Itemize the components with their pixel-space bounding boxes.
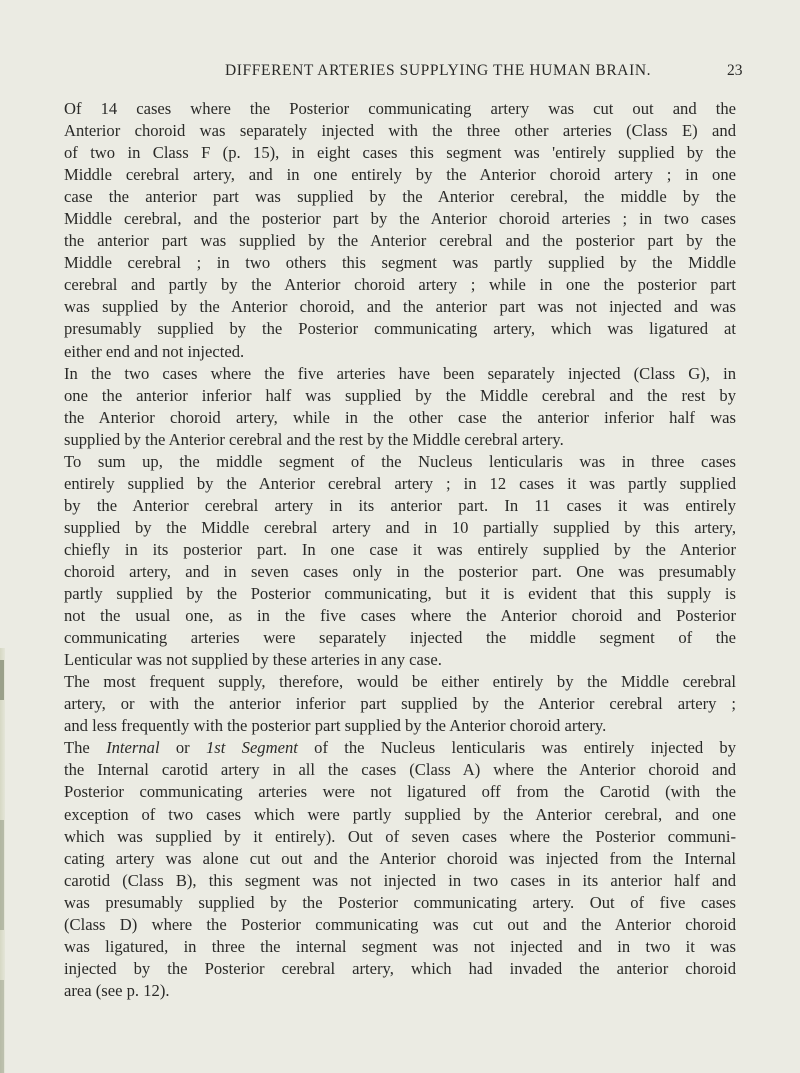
text-line: of two in Class F (p. 15), in eight cases this segment was 'entirely supplied by the (64, 143, 736, 163)
binding-edge-mark (0, 660, 4, 700)
text-line: Lenticular was not supplied by these arteries in any case. (64, 650, 442, 670)
running-head (0, 62, 800, 86)
text-line: cating artery was alone cut out and the Anterior choroid was injected from the Internal (64, 848, 736, 868)
text-line: area (see p. 12). (64, 980, 170, 1000)
text-line: The most frequent supply, therefore, would be either entirely by the Middle cerebral (64, 672, 736, 692)
text-line: (Class D) where the Posterior communicating was cut out and the Anterior choroid (64, 914, 736, 934)
binding-edge-mark (0, 980, 4, 1073)
text-line: presumably supplied by the Posterior communicating artery, which was ligatured at (64, 319, 736, 339)
text-line: cerebral and partly by the Anterior choroid artery ; while in one the posterior part (64, 275, 736, 295)
text-line: chiefly in its posterior part. In one case it was entirely supplied by the Anterior (64, 539, 736, 559)
body-text (64, 98, 736, 1002)
text-line: was supplied by the Anterior choroid, and the anterior part was not injected and was (64, 297, 736, 317)
text-line: the Anterior choroid artery, while in the other case the anterior inferior half was (64, 407, 736, 427)
text-line: case the anterior part was supplied by the Anterior cerebral, the middle by the (64, 187, 736, 207)
text-line: not the usual one, as in the five cases where the Anterior choroid and Posterior (64, 606, 736, 626)
text-line: Middle cerebral, and the posterior part by the Anterior choroid arteries ; in two cases (64, 209, 736, 229)
text-line: entirely supplied by the Anterior cerebral artery ; in 12 cases it was partly supplied (64, 473, 736, 493)
text-line: which was supplied by it entirely). Out of seven cases where the Posterior communi- (64, 826, 736, 846)
text-line: Middle cerebral ; in two others this segment was partly supplied by the Middle (64, 253, 736, 273)
text-line: Of 14 cases where the Posterior communicating artery was cut out and the (64, 99, 736, 118)
text-line: by the Anterior cerebral artery in its anterior part. In 11 cases it was entirely (64, 495, 736, 515)
binding-edge-mark (0, 820, 4, 930)
text-line: the Internal carotid artery in all the cases (Class A) where the Anterior choroid and (64, 760, 736, 780)
page-number: 23 (727, 62, 743, 79)
text-line: was presumably supplied by the Posterior communicating artery. Out of five cases (64, 892, 736, 912)
text-line: In the two cases where the five arteries have been separately injected (Class G), in (64, 363, 736, 383)
text-line: supplied by the Anterior cerebral and the rest by the Middle cerebral artery. (64, 429, 564, 449)
text-line: exception of two cases which were partly supplied by the Anterior cerebral, and one (64, 804, 736, 824)
text-line: Anterior choroid was separately injected with the three other arteries (Class E) and (64, 121, 736, 141)
text-line: one the anterior inferior half was supplied by the Middle cerebral and the rest by (64, 385, 736, 405)
text-line: To sum up, the middle segment of the Nucleus lenticularis was in three cases (64, 451, 736, 471)
text-line: the anterior part was supplied by the Anterior cerebral and the posterior part by the (64, 231, 736, 251)
text-line: carotid (Class B), this segment was not injected in two cases in its anterior half and (64, 870, 736, 890)
text-line: and less frequently with the posterior part supplied by the Anterior choroid artery. (64, 716, 607, 736)
text-line: artery, or with the anterior inferior part supplied by the Anterior cerebral artery ; (64, 694, 736, 714)
text-line: was ligatured, in three the internal segment was not injected and in two it was (64, 936, 736, 956)
running-head-title: DIFFERENT ARTERIES SUPPLYING THE HUMAN BRAIN. (225, 62, 652, 79)
text-line: injected by the Posterior cerebral artery, which had invaded the anterior choroid (64, 958, 736, 978)
text-line: either end and not injected. (64, 341, 245, 361)
text-line: supplied by the Middle cerebral artery and in 10 partially supplied by this artery, (64, 517, 736, 537)
text-line: partly supplied by the Posterior communicating, but it is evident that this supply is (64, 584, 736, 604)
text-line: Middle cerebral artery, and in one entirely by the Anterior choroid artery ; in one (64, 165, 736, 185)
text-line: Posterior communicating arteries were not ligatured off from the Carotid (with the (64, 782, 736, 802)
text-line: communicating arteries were separately injected the middle segment of the (64, 628, 736, 648)
text-line: choroid artery, and in seven cases only in the posterior part. One was presumably (64, 561, 736, 581)
text-line: The Internal or 1st Segment of the Nucleus lenticularis was entirely injected by (64, 738, 736, 758)
